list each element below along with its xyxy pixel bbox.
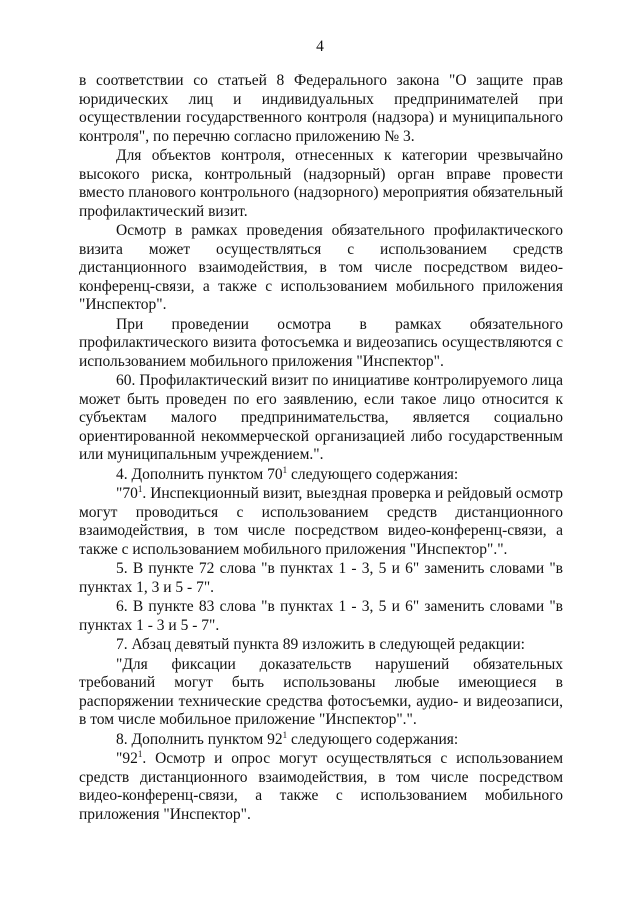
paragraph [79,731,563,750]
paragraph: "Для фиксации доказательств нарушений обязательных требований могут быть использованы любые имеющиеся в распоряжении технические средства фотосъемки, аудио- и видеозаписи, в том числе мобильное приложение "Инспектор".". [79,655,563,728]
paragraph-text: 4. Дополнить пунктом 70 [116,465,283,483]
superscript: 1 [137,484,143,494]
paragraph: 7. Абзац девятый пункта 89 изложить в следующей редакции: [116,636,525,653]
paragraph-text: . Инспекционный визит, выездная проверка и рейдовый осмотр могут проводиться с использованием средств дистанционного взаимодействия, в том числе посредством видео-конференц-связи, а также с использованием мобильного приложения "Инспектор".". [79,485,563,558]
superscript: 1 [137,749,143,759]
paragraph [79,750,563,824]
paragraph: При проведении осмотра в рамках обязательного профилактического визита фотосъемка и видеозапись осуществляются с использованием мобильного приложения "Инспектор". [79,315,563,370]
page-number: 4 [316,38,324,55]
paragraph-text: . Осмотр и опрос могут осуществляться с использованием средств дистанционного взаимодействия, в том числе посредством видео-конференц-связи, а также с использованием мобильного приложения "Инспектор". [79,750,563,823]
paragraph: 5. В пункте 72 слова "в пунктах 1 - 3, 5 и 6" заменить словами "в пунктах 1, 3 и 5 - 7". [79,560,563,596]
paragraph-text: "70 [116,485,138,502]
paragraph: Осмотр в рамках проведения обязательного профилактического визита может осуществляться с использованием средств дистанционного взаимодействия, в том числе посредством видео-конференц-связи, а также с использованием мобильного приложения "Инспектор". [79,222,563,313]
paragraph-text: следующего содержания: [287,730,459,748]
paragraph: 60. Профилактический визит по инициативе контролируемого лица может быть проведен по его заявлению, если такое лицо относится к субъектам малого предпринимательства, является социально ориентированной некоммерческой организацией либо государственным или муниципальным учреждением.". [79,372,563,463]
superscript: 1 [282,729,288,740]
superscript: 1 [282,464,288,475]
paragraph [79,466,563,485]
paragraph-text: 8. Дополнить пунктом 92 [116,730,283,748]
paragraph: в соответствии со статьей 8 Федерального закона "О защите прав юридических лиц и индивидуальных предпринимателей при осуществлении государственного контроля (надзора) и муниципального контроля", по перечню согласно приложению № 3. [79,72,563,145]
paragraph [79,485,563,559]
paragraph-text: следующего содержания: [287,465,459,483]
paragraph: 6. В пункте 83 слова "в пунктах 1 - 3, 5 и 6" заменить словами "в пунктах 1 - 3 и 5 - 7". [79,598,563,634]
paragraph: Для объектов контроля, отнесенных к категории чрезвычайно высокого риска, контрольный (надзорный) орган вправе провести вместо планового контрольного (надзорного) мероприятия обязательный профилактический визит. [79,147,563,220]
document-body [79,72,563,824]
paragraph-text: "92 [116,750,138,767]
